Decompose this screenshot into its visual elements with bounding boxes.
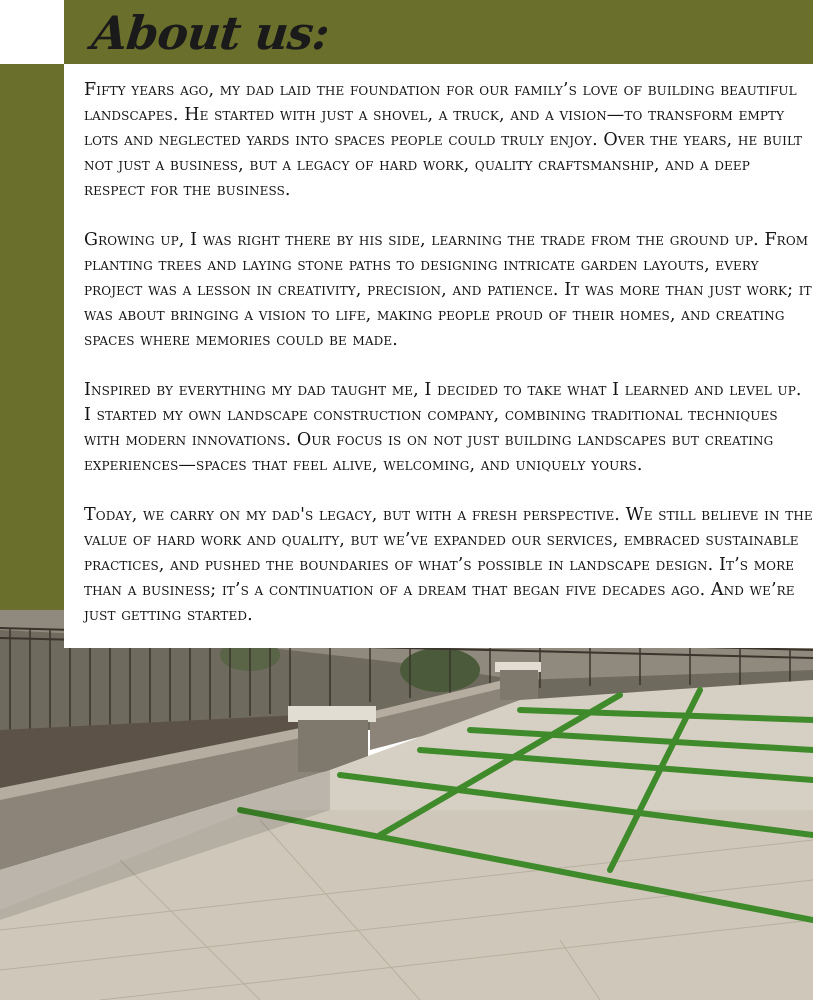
paragraph-company: Inspired by everything my dad taught me, I decided to take what I learned and level up. I started my own landscape construction company, combining traditional techniques with modern innovations. Our focus is on not just building landscapes but creating experiences—spaces that feel alive, welcoming, and uniquely yours. [84,380,802,475]
patio-illustration [0,610,813,1000]
about-text-card [64,64,813,648]
side-band [0,64,64,610]
patio-photo [0,610,813,1000]
page-title: About us: [89,6,332,60]
paragraph-today: Today, we carry on my dad's legacy, but with a fresh perspective. We still believe in the value of hard work and quality, but we’ve expanded our services, embraced sustainable practices, and pushed the boundaries of what’s possible in landscape design. It’s more than a business; it’s a continuation of a dream that began five decades ago. And we’re just getting started. [84,505,813,625]
paragraph-history: Fifty years ago, my dad laid the foundation for our family’s love of building beautiful landscapes. He started with just a shovel, a truck, and a vision—to transform empty lots and neglected yards into spaces people could truly enjoy. Over the years, he built not just a business, but a legacy of hard work, quality craftsmanship, and a deep respect for the business. [84,80,803,200]
paragraph-growing-up: Growing up, I was right there by his side, learning the trade from the ground up. From planting trees and laying stone paths to designing intricate garden layouts, every project was a lesson in creativity, precision, and patience. It was more than just work; it was about bringing a vision to life, making people proud of their homes, and creating spaces where memories could be made. [84,230,812,350]
